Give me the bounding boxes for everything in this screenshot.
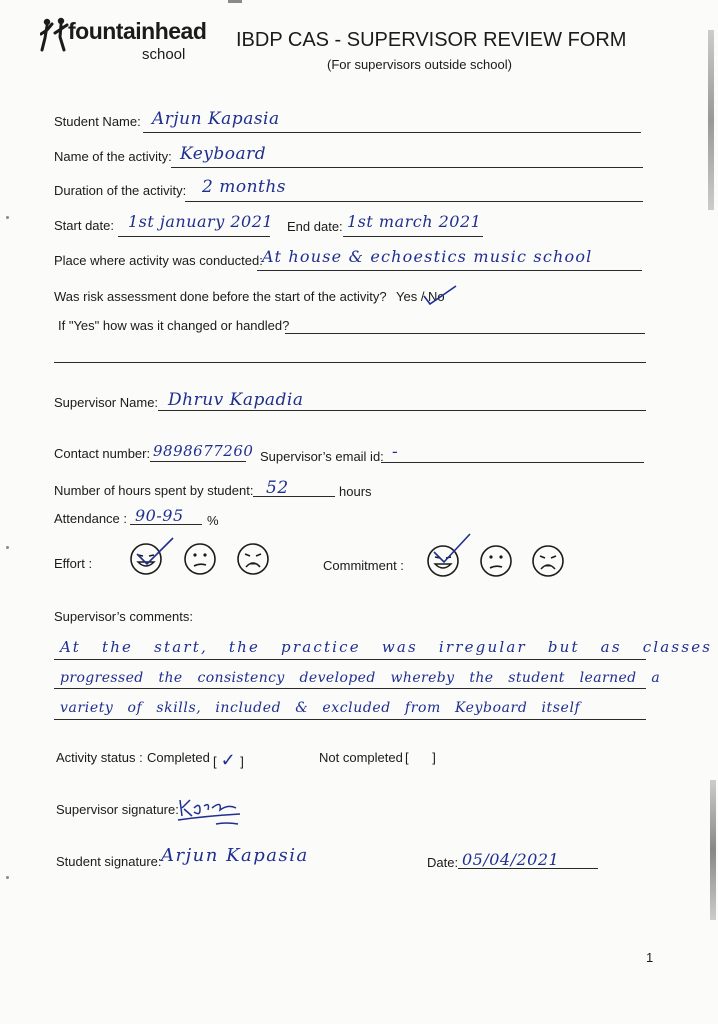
commitment-label: Commitment :: [323, 558, 404, 573]
comments-label: Supervisor’s comments:: [54, 609, 193, 624]
attendance-label: Attendance :: [54, 511, 127, 526]
comment-line-2[interactable]: progressed the consistency developed whereby the student learned a: [60, 670, 661, 686]
activity-label: Name of the activity:: [54, 149, 172, 164]
supervisor-name-line: [158, 410, 646, 411]
date-line: [458, 868, 598, 869]
risk-handled-label: If "Yes" how was it changed or handled?: [58, 318, 290, 333]
comment-line-3[interactable]: variety of skills, included & excluded from Keyboard itself: [60, 700, 581, 716]
school-logo: [40, 16, 207, 66]
comment-rule-1: [54, 659, 646, 660]
supervisor-signature-mark: [176, 796, 246, 830]
place-line: [257, 270, 642, 271]
form-subtitle: (For supervisors outside school): [327, 57, 512, 72]
page-number: 1: [646, 950, 654, 965]
commitment-neutral-face-icon[interactable]: [479, 544, 513, 578]
effort-checkmark-icon: [131, 536, 175, 566]
student-name-value[interactable]: Arjun Kapasia: [152, 109, 280, 129]
duration-line: [185, 201, 643, 202]
contact-label: Contact number:: [54, 446, 151, 461]
comment-rule-3: [54, 719, 646, 720]
hours-line: [253, 496, 335, 497]
start-date-value[interactable]: 1st january 2021: [128, 212, 274, 231]
scan-edge-mark: [708, 30, 714, 210]
effort-label: Effort :: [54, 556, 93, 571]
not-completed-label: Not completed: [319, 750, 403, 765]
logo-subtext: school: [142, 46, 186, 63]
effort-sad-face-icon[interactable]: [236, 542, 270, 576]
email-label: Supervisor’s email id:: [260, 449, 384, 464]
contact-value[interactable]: 9898677260: [153, 442, 254, 460]
end-date-value[interactable]: 1st march 2021: [347, 212, 482, 231]
scan-dot: [6, 876, 9, 879]
activity-status-label: Activity status :: [56, 750, 143, 765]
risk-handled-line: [285, 333, 645, 334]
email-value[interactable]: -: [392, 442, 399, 462]
form-title: IBDP CAS - SUPERVISOR REVIEW FORM: [236, 29, 627, 51]
attendance-line: [130, 524, 202, 525]
supervisor-name-label: Supervisor Name:: [54, 395, 159, 410]
hours-unit: hours: [339, 484, 372, 499]
scan-dot: [6, 216, 9, 219]
comment-rule-2: [54, 688, 646, 689]
commitment-checkmark-icon: [428, 532, 472, 564]
student-signature-value[interactable]: Arjun Kapasia: [161, 845, 309, 866]
completed-checkmark: ✓: [220, 750, 237, 771]
bracket-close: ]: [240, 754, 244, 769]
risk-checkmark-icon: [420, 284, 460, 306]
end-date-label: End date:: [287, 219, 343, 234]
not-completed-checkbox[interactable]: [ ]: [405, 750, 436, 765]
start-date-label: Start date:: [54, 218, 114, 233]
end-date-line: [343, 236, 483, 237]
start-date-line: [118, 236, 270, 237]
date-value[interactable]: 05/04/2021: [462, 850, 560, 869]
date-label: Date:: [427, 855, 459, 870]
risk-label: Was risk assessment done before the start of the activity?: [54, 289, 387, 304]
hours-value[interactable]: 52: [266, 478, 289, 498]
student-name-label: Student Name:: [54, 114, 141, 129]
duration-value[interactable]: 2 months: [202, 177, 287, 197]
supervisor-name-value[interactable]: Dhruv Kapadia: [168, 390, 304, 410]
email-line: [381, 462, 644, 463]
activity-line: [171, 167, 643, 168]
effort-neutral-face-icon[interactable]: [183, 542, 217, 576]
completed-checkbox[interactable]: [213, 750, 251, 771]
commitment-sad-face-icon[interactable]: [531, 544, 565, 578]
scan-top-mark: [228, 0, 242, 3]
risk-options[interactable]: Yes / No: [396, 289, 445, 304]
completed-label: Completed: [147, 750, 210, 765]
risk-handled-line-2: [54, 362, 646, 363]
student-signature-label: Student signature:: [56, 854, 162, 869]
logo-figures-icon: [40, 16, 70, 52]
logo-wordmark: fountainhead: [68, 18, 207, 44]
duration-label: Duration of the activity:: [54, 183, 187, 198]
comment-line-1[interactable]: At the start, the practice was irregular but as classes: [60, 638, 713, 656]
bracket-open: [: [213, 754, 217, 769]
scan-edge-mark: [710, 780, 716, 920]
attendance-value[interactable]: 90-95: [135, 506, 184, 525]
attendance-unit: %: [207, 513, 219, 528]
hours-label: Number of hours spent by student:: [54, 483, 254, 498]
student-name-line: [143, 132, 641, 133]
place-value[interactable]: At house & echoestics music school: [262, 247, 593, 266]
scan-dot: [6, 546, 9, 549]
activity-value[interactable]: Keyboard: [180, 144, 267, 164]
contact-line: [150, 461, 246, 462]
place-label: Place where activity was conducted:: [54, 253, 263, 268]
supervisor-signature-label: Supervisor signature:: [56, 802, 179, 817]
